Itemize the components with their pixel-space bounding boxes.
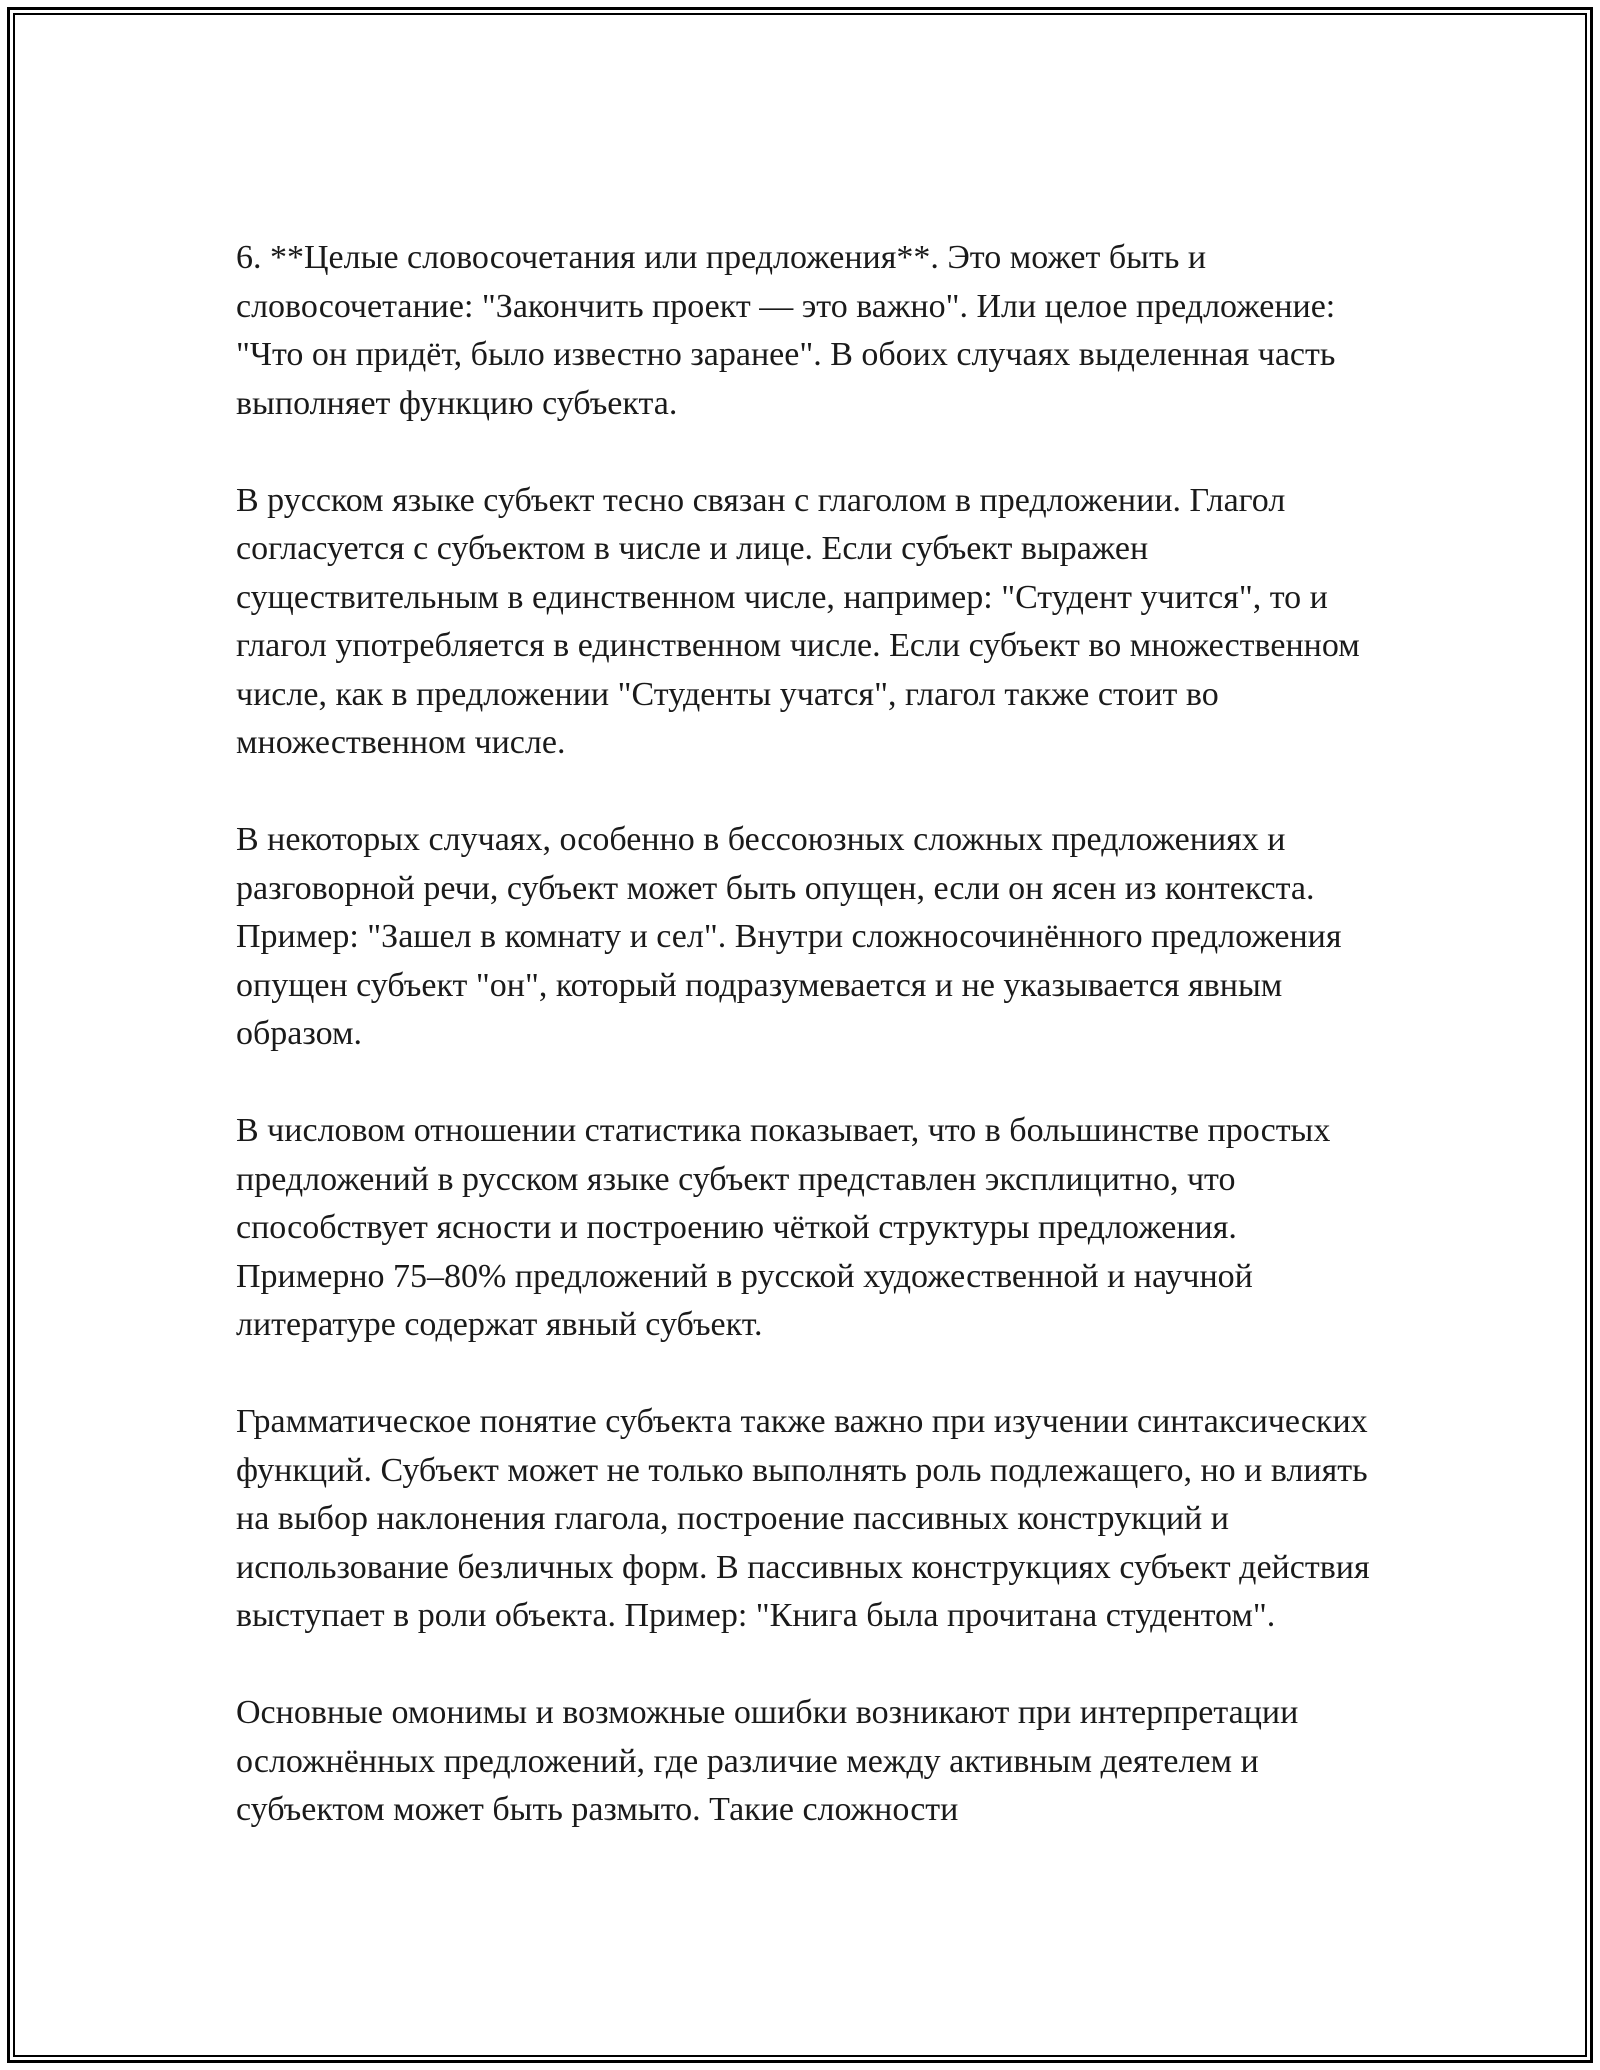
document-body: [236, 234, 1386, 1883]
paragraph-grammatical-concept: Грамматическое понятие субъекта также важно при изучении синтаксических функций. Субъект может не только выполнять роль подлежащего, но и влиять на выбор наклонения глагола, построение пассивных конструкций и использование безличных форм. В пассивных конструкциях субъект действия выступает в роли объекта. Пример: "Книга была прочитана студентом".: [236, 1403, 1370, 1634]
paragraph-statistics: В числовом отношении статистика показывает, что в большинстве простых предложений в русском языке субъект представлен эксплицитно, что способствует ясности и построению чёткой структуры предложения. Примерно 75–80% предложений в русской художественной и научной литературе содержат явный субъект.: [236, 1112, 1331, 1343]
paragraph-omitted-subject: В некоторых случаях, особенно в бессоюзных сложных предложениях и разговорной речи, субъект может быть опущен, если он ясен из контекста. Пример: "Зашел в комнату и сел". Внутри сложносочинённого предложения опущен субъект "он", который подразумевается и не указывается явным образом.: [236, 821, 1342, 1052]
paragraph-subject-phrases: 6. **Целые словосочетания или предложения**. Это может быть и словосочетание: "Закончить проект — это важно". Или целое предложение: "Что он придёт, было известно заранее". В обоих случаях выделенная часть выполняет функцию субъекта.: [236, 239, 1336, 422]
paragraph-subject-verb-agreement: В русском языке субъект тесно связан с глаголом в предложении. Глагол согласуется с субъектом в числе и лице. Если субъект выражен существительным в единственном числе, например: "Студент учится", то и глагол употребляется в единственном числе. Если субъект во множественном числе, как в предложении "Студенты учатся", глагол также стоит во множественном числе.: [236, 481, 1360, 761]
paragraph-homonyms-errors: Основные омонимы и возможные ошибки возникают при интерпретации осложнённых предложений, где различие между активным деятелем и субъектом может быть размыто. Такие сложности: [236, 1694, 1299, 1828]
